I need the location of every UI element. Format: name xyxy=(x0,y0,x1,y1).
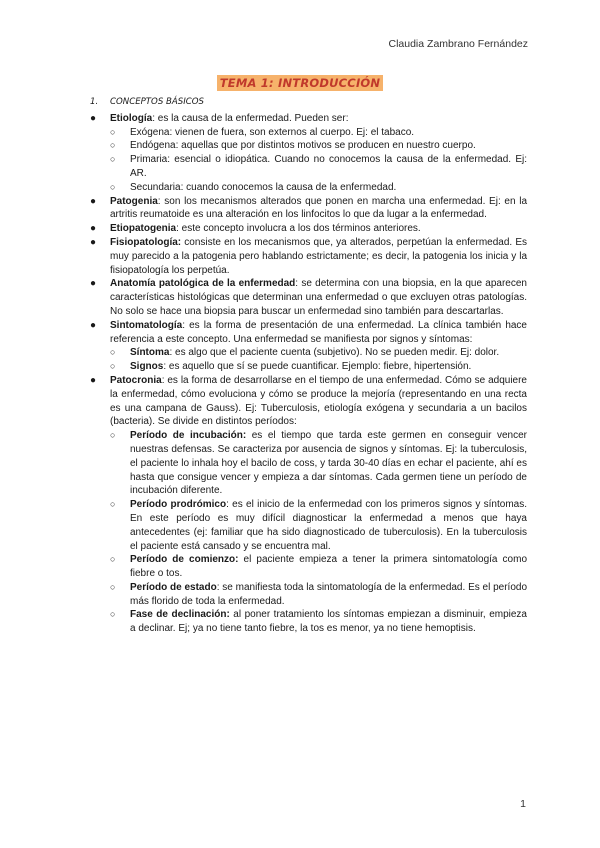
bullet-icon: ● xyxy=(90,278,97,290)
circle-bullet-icon: ○ xyxy=(110,361,116,372)
sub-item xyxy=(110,360,527,374)
concept-item xyxy=(90,277,527,318)
bullet-icon: ● xyxy=(90,112,97,124)
circle-bullet-icon: ○ xyxy=(110,430,116,441)
page-number: 1 xyxy=(520,798,526,810)
circle-bullet-icon: ○ xyxy=(110,347,116,358)
circle-bullet-icon: ○ xyxy=(110,609,116,620)
concept-term: Patocronia xyxy=(110,374,162,386)
circle-bullet-icon: ○ xyxy=(110,581,116,592)
section-number: 1. xyxy=(90,97,99,107)
sub-term: Fase de declinación: xyxy=(130,609,230,621)
circle-bullet-icon: ○ xyxy=(110,126,116,137)
sub-definition: Endógena: aquellas que por distintos motivos se producen en nuestro cuerpo. xyxy=(130,140,476,152)
bullet-icon: ● xyxy=(90,319,97,331)
concept-item xyxy=(90,195,527,223)
sub-term: Período de comienzo: xyxy=(130,554,239,566)
sub-item xyxy=(110,608,527,636)
page-title: TEMA 1: INTRODUCCIÓN xyxy=(217,75,383,91)
concept-definition: : son los mecanismos alterados que ponen en marcha una enfermedad. Ej: en la artritis reumatoide es una alteración en los linfocitos lo que da lugar a la enfermedad. xyxy=(110,195,527,221)
sub-item xyxy=(110,553,527,581)
sub-definition: : es el inicio de la enfermedad con los primeros signos y síntomas. En este período es muy difícil diagnosticar la enfermedad a menos que haya antecedentes (ej: familiar que ha sido diagnosticado de tuberculosis). En la tuberculosis el paciente está cansado y se encuentra mal. xyxy=(130,499,527,552)
concept-item xyxy=(90,236,527,277)
sub-definition: al poner tratamiento los síntomas empiezan a disminuir, empieza a declinar. Ej; ya no tiene tanto fiebre, la tos es menor, ya no tiene hemoptisis. xyxy=(130,609,527,635)
sub-definition: Exógena: vienen de fuera, son externos al cuerpo. Ej: el tabaco. xyxy=(130,126,415,138)
bullet-icon: ● xyxy=(90,236,97,248)
section-heading xyxy=(90,96,527,110)
concept-item xyxy=(90,112,527,195)
concept-definition: : se determina con una biopsia, en la que aparecen características histológicas que determinan una enfermedad o que excluyen otras patologías. No solo se hace una biopsia para buscar un enfermedad sino también para descartarlas. xyxy=(110,278,527,317)
sub-list xyxy=(110,346,527,374)
sub-definition: Secundaria: cuando conocemos la causa de la enfermedad. xyxy=(130,181,397,193)
bullet-icon: ● xyxy=(90,223,97,235)
concept-term: Etiología xyxy=(110,112,153,124)
author-header: Claudia Zambrano Fernández xyxy=(388,38,528,50)
sub-item xyxy=(110,181,527,195)
section-title: CONCEPTOS BÁSICOS xyxy=(110,97,204,107)
document-body xyxy=(90,96,527,636)
concept-term: Patogenia xyxy=(110,195,158,207)
circle-bullet-icon: ○ xyxy=(110,554,116,565)
sub-definition: es el tiempo que tarda este germen en conseguir vencer nuestras defensas. Se caracteriza por ausencia de signos y síntomas. Ej: la tuberculosis, el paciente lo inhala hoy el bacilo de coss, y tarda 30-40 días en echar el paciente, ahí es hasta que consigue vencer y empieza a dar síntomas. Cada germen tiene un período de incubación diferente. xyxy=(130,430,527,497)
sub-item xyxy=(110,429,527,498)
concept-term: Fisiopatología: xyxy=(110,236,182,248)
concept-list xyxy=(90,112,527,636)
sub-term: Síntoma xyxy=(130,347,170,359)
sub-definition: : se manifiesta toda la sintomatología de la enfermedad. Es el período más florido de toda la enfermedad. xyxy=(130,581,528,607)
sub-item xyxy=(110,126,527,140)
concept-item xyxy=(90,222,527,236)
concept-item xyxy=(90,374,527,636)
bullet-icon: ● xyxy=(90,195,97,207)
sub-term: Período de incubación: xyxy=(130,430,247,442)
sub-item xyxy=(110,153,527,181)
sub-term: Período prodrómico xyxy=(130,499,227,511)
circle-bullet-icon: ○ xyxy=(110,181,116,192)
concept-definition: : es la causa de la enfermedad. Pueden ser: xyxy=(152,112,349,124)
sub-list xyxy=(110,429,527,636)
concept-term: Etiopatogenia xyxy=(110,223,177,235)
sub-list xyxy=(110,126,527,195)
sub-term: Período de estado xyxy=(130,581,217,593)
concept-term: Anatomía patológica de la enfermedad xyxy=(110,278,296,290)
concept-item xyxy=(90,319,527,374)
sub-item xyxy=(110,581,527,609)
concept-definition: : es la forma de presentación de una enfermedad. La clínica también hace referencia a este concepto. Una enfermedad se manifiesta por signos y síntomas: xyxy=(110,319,527,345)
circle-bullet-icon: ○ xyxy=(110,140,116,151)
circle-bullet-icon: ○ xyxy=(110,154,116,165)
concept-definition: : es la forma de desarrollarse en el tiempo de una enfermedad. Cómo se adquiere la enfermedad, cómo evoluciona y cómo se produce la mejoría (representando en una recta es una campana de Gauss). Ej: Tuberculosis, etiología exógena y secundaria a un bacilos (bacteria). Se divide en distintos períodos: xyxy=(110,374,527,428)
concept-term: Sintomatología xyxy=(110,319,183,331)
sub-item xyxy=(110,498,527,553)
concept-definition: consiste en los mecanismos que, ya alterados, perpetúan la enfermedad. Es muy parecido a la patogenia pero hablando estrictamente; es decir, la patogenia los inicia y la fisiopatología los perpetúa. xyxy=(110,236,527,276)
sub-definition: : es aquello que sí se puede cuantificar. Ejemplo: fiebre, hipertensión. xyxy=(163,361,472,373)
bullet-icon: ● xyxy=(90,374,97,386)
sub-item xyxy=(110,139,527,153)
sub-definition: : es algo que el paciente cuenta (subjetivo). No se pueden medir. Ej: dolor. xyxy=(169,347,500,359)
concept-definition: : este concepto involucra a los dos términos anteriores. xyxy=(176,223,421,235)
title-container xyxy=(0,74,600,92)
sub-definition: Primaria: esencial o idiopática. Cuando no conocemos la causa de la enfermedad. Ej: AR. xyxy=(130,154,527,179)
sub-definition: el paciente empieza a tener la primera sintomatología como fiebre o tos. xyxy=(130,554,527,580)
sub-item xyxy=(110,346,527,360)
circle-bullet-icon: ○ xyxy=(110,499,116,510)
sub-term: Signos xyxy=(130,361,164,373)
